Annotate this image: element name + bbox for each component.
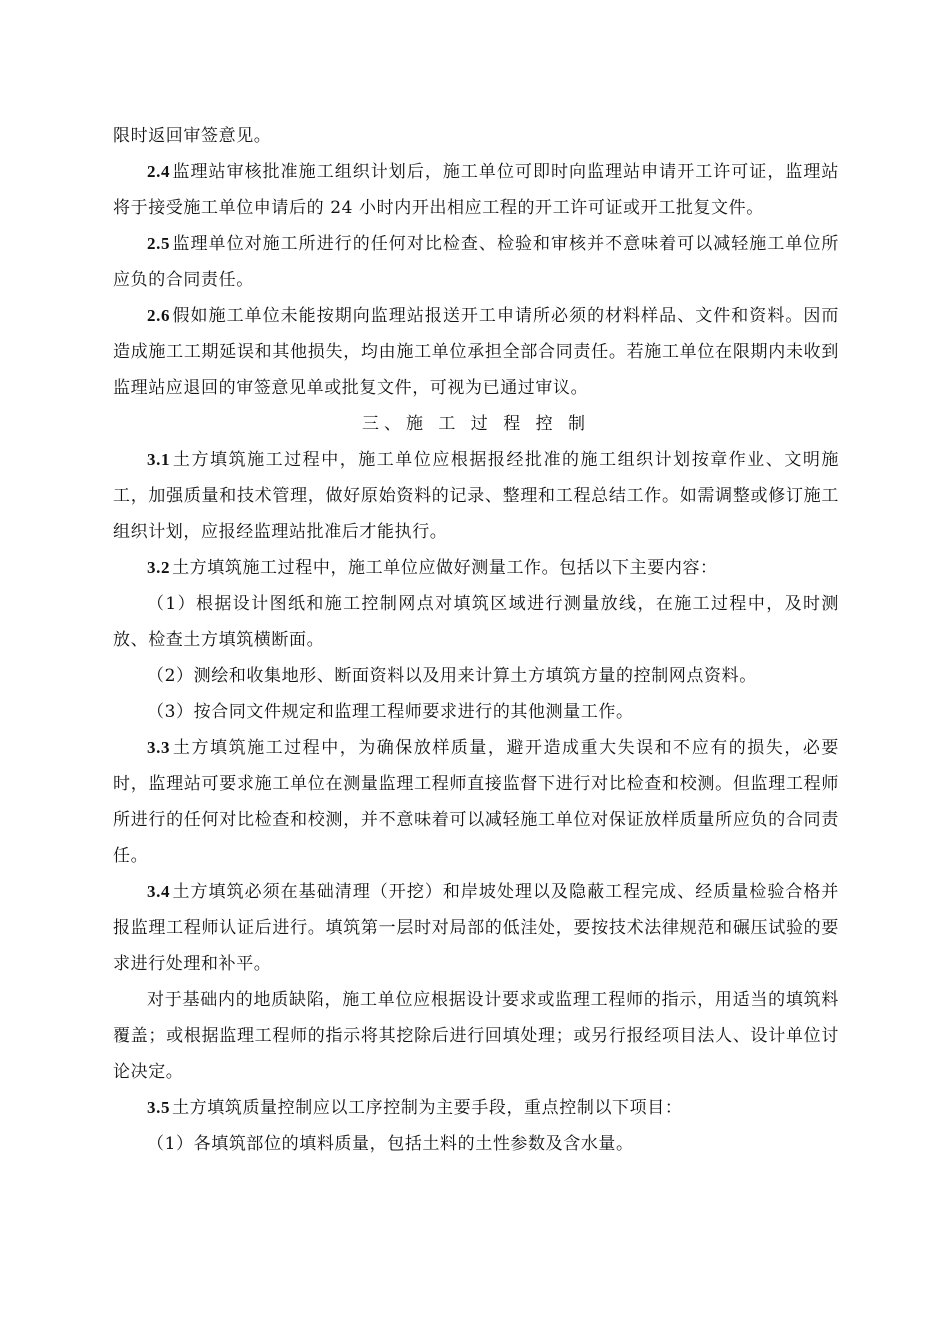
- paragraph-text: 土方填筑施工过程中，施工单位应做好测量工作。包括以下主要内容：: [172, 558, 718, 578]
- paragraph-text: 土方填筑施工过程中，施工单位应根据报经批准的施工组织计划按章作业、文明施工，加强质量和技术管理，做好原始资料的记录、整理和工程总结工作。如需调整或修订施工组织计划，应报经监理站批准后才能执行。: [113, 450, 839, 542]
- paragraph-text: 土方填筑质量控制应以工序控制为主要手段，重点控制以下项目：: [172, 1098, 683, 1118]
- section-heading: 三、施 工 过 程 控 制: [361, 414, 591, 434]
- clause-number: 3.1: [147, 450, 171, 469]
- paragraph-text: 土方填筑必须在基础清理（开挖）和岸坡处理以及隐蔽工程完成、经质量检验合格并报监理工程师认证后进行。填筑第一层时对局部的低洼处，要按技术法律规范和碾压试验的要求进行处理和补平。: [113, 882, 839, 974]
- paragraph-text: 土方填筑施工过程中，为确保放样质量，避开造成重大失误和不应有的损失，必要时，监理站可要求施工单位在测量监理工程师直接监督下进行对比检查和校测。但监理工程师所进行的任何对比检查和校测，并不意味着可以减轻施工单位对保证放样质量所应负的合同责任。: [113, 738, 839, 866]
- clause-number: 2.6: [147, 306, 171, 325]
- paragraph-3-4-continued: [113, 982, 839, 1090]
- paragraph-text: 限时返回审签意见。: [113, 126, 272, 146]
- clause-number: 3.5: [147, 1098, 171, 1117]
- paragraph-3-3: [113, 730, 839, 874]
- paragraph-2-4: [113, 154, 839, 226]
- clause-number: 3.4: [147, 882, 171, 901]
- paragraph-text: 监理单位对施工所进行的任何对比检查、检验和审核并不意味着可以减轻施工单位所应负的合同责任。: [113, 234, 839, 290]
- paragraph-3-4: [113, 874, 839, 982]
- paragraph-3-5: [113, 1090, 839, 1126]
- list-item-3-2-3: [113, 694, 839, 730]
- clause-number: 3.3: [147, 738, 171, 757]
- paragraph-2-5: [113, 226, 839, 298]
- list-item-3-5-1: [113, 1126, 839, 1162]
- paragraph-text: （2）测绘和收集地形、断面资料以及用来计算土方填筑方量的控制网点资料。: [147, 666, 757, 686]
- document-page: [113, 118, 839, 1162]
- paragraph-text: 监理站审核批准施工组织计划后，施工单位可即时向监理站申请开工许可证，监理站将于接受施工单位申请后的 24 小时内开出相应工程的开工许可证或开工批复文件。: [113, 162, 839, 218]
- clause-number: 2.4: [147, 162, 171, 181]
- paragraph-3-2: [113, 550, 839, 586]
- paragraph-text: （1）根据设计图纸和施工控制网点对填筑区域进行测量放线，在施工过程中，及时测放、检查土方填筑横断面。: [113, 594, 839, 650]
- paragraph-text: 对于基础内的地质缺陷，施工单位应根据设计要求或监理工程师的指示，用适当的填筑料覆盖；或根据监理工程师的指示将其挖除后进行回填处理；或另行报经项目法人、设计单位讨论决定。: [113, 990, 839, 1082]
- paragraph-2-6: [113, 298, 839, 406]
- paragraph-continued: [113, 118, 839, 154]
- paragraph-text: 假如施工单位未能按期向监理站报送开工申请所必须的材料样品、文件和资料。因而造成施工工期延误和其他损失，均由施工单位承担全部合同责任。若施工单位在限期内未收到监理站应退回的审签意见单或批复文件，可视为已通过审议。: [113, 306, 839, 398]
- paragraph-text: （3）按合同文件规定和监理工程师要求进行的其他测量工作。: [147, 702, 634, 722]
- list-item-3-2-2: [113, 658, 839, 694]
- clause-number: 2.5: [147, 234, 171, 253]
- list-item-3-2-1: [113, 586, 839, 658]
- clause-number: 3.2: [147, 558, 171, 577]
- paragraph-3-1: [113, 442, 839, 550]
- paragraph-text: （1）各填筑部位的填料质量，包括土料的土性参数及含水量。: [147, 1134, 634, 1154]
